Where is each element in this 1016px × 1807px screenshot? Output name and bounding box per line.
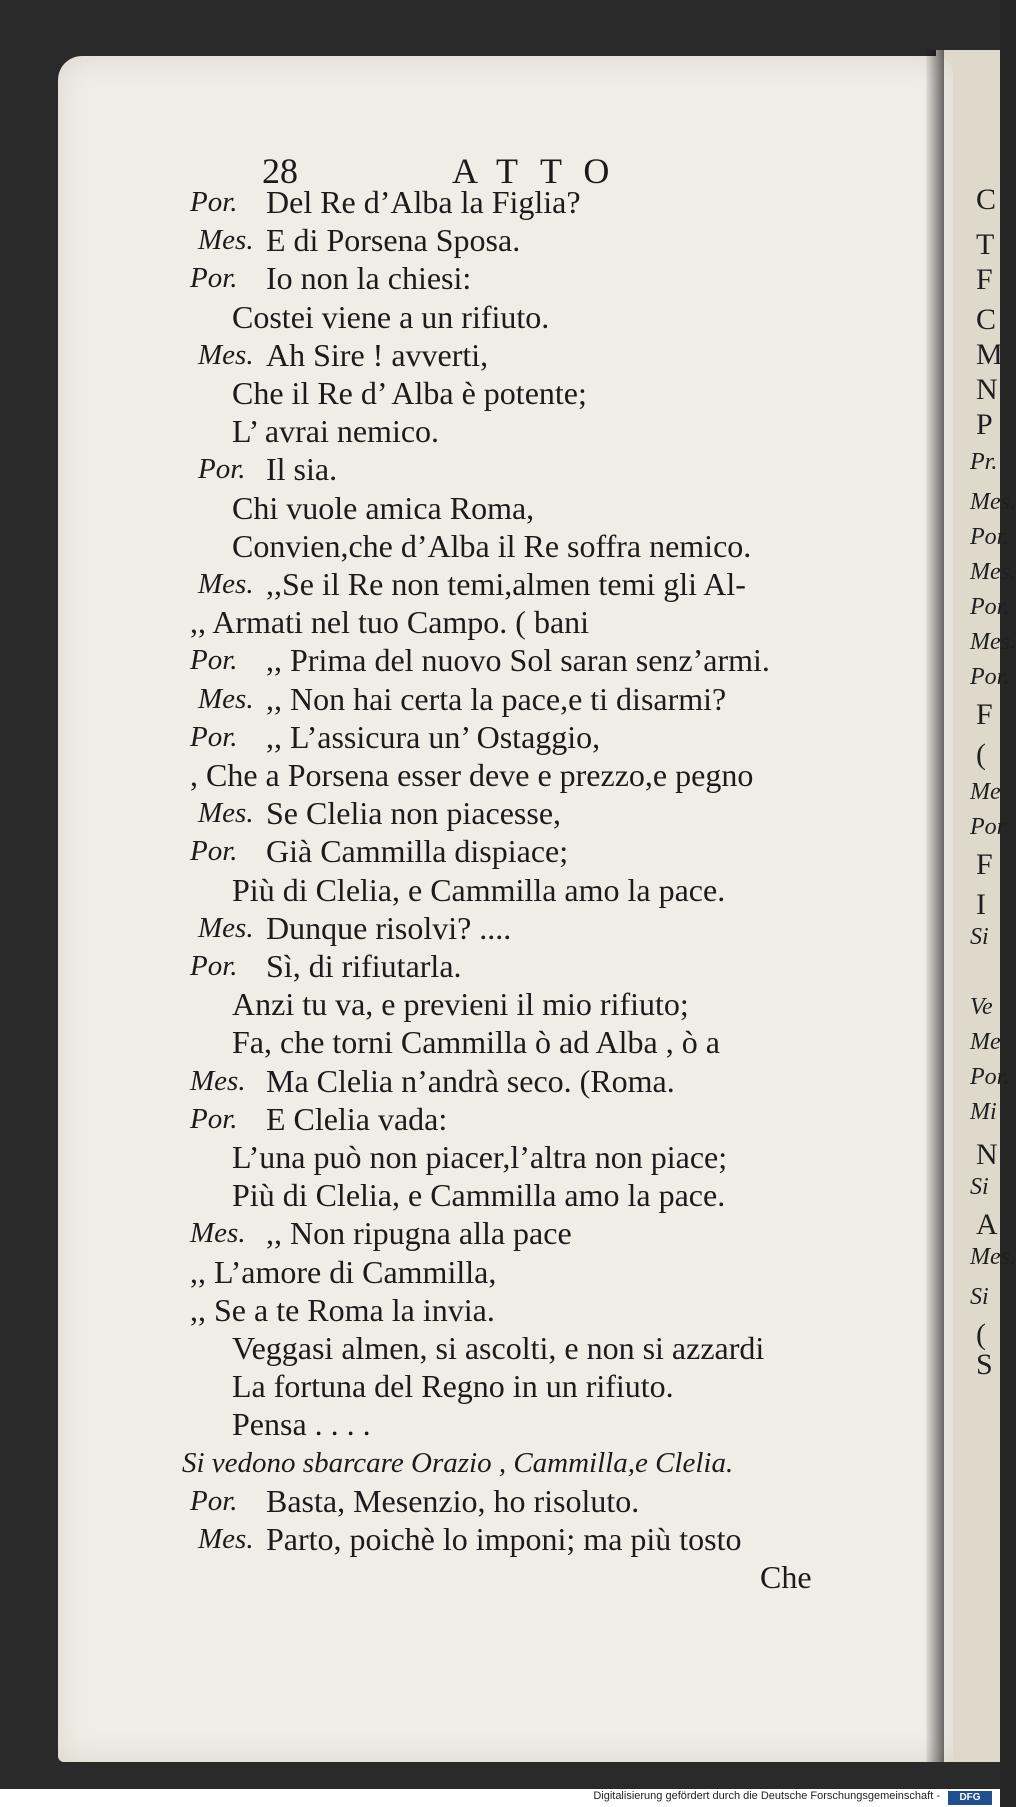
speaker-label: Mes.	[198, 682, 254, 715]
verse-text: Anzi tu va, e previeni il mio rifiuto;	[232, 986, 689, 1023]
page-number: 28	[262, 151, 298, 191]
facing-page-fragment: C	[976, 303, 997, 336]
speaker-label: Mes.	[190, 1217, 246, 1250]
verse-text: Chi vuole amica Roma,	[232, 489, 535, 526]
speaker-label: Por.	[190, 835, 238, 868]
facing-page-fragment: F	[976, 263, 993, 296]
facing-page-fragment: Mes.	[970, 1244, 1016, 1270]
verse-text: Il sia.	[266, 451, 338, 488]
facing-page-fragment: Por.	[970, 664, 1010, 690]
verse-text: Io non la chiesi:	[266, 260, 472, 297]
speaker-label: Mes.	[198, 568, 254, 600]
facing-page-fragment: Pr.	[970, 449, 998, 475]
verse-text: ,, Non hai certa la pace,e ti disarmi?	[266, 680, 727, 717]
verse-text: La fortuna del Regno in un rifiuto.	[232, 1368, 674, 1405]
dfg-logo: DFG	[948, 1791, 992, 1805]
facing-page-fragment: Si	[970, 1174, 989, 1200]
speaker-label: Por.	[198, 453, 246, 486]
speaker-label: Por.	[190, 1484, 238, 1517]
speaker-label: Por.	[190, 1102, 238, 1135]
verse-text: ,, Armati nel tuo Campo. ( bani	[190, 604, 590, 641]
facing-page-fragment: I	[976, 888, 986, 921]
verse-text: E di Porsena Sposa.	[266, 222, 521, 259]
speaker-label: Mes.	[198, 224, 254, 257]
verse-text: ,,Se il Re non temi,almen temi gli Al-	[266, 566, 746, 602]
verse-text: ,, L’assicura un’ Ostaggio,	[266, 718, 601, 755]
verse-text: Sì, di rifiutarla.	[266, 948, 462, 984]
facing-page-fragment: P	[976, 408, 993, 441]
verse-text: Fa, che torni Cammilla ò ad Alba , ò a	[232, 1024, 720, 1061]
verse-text: Ah Sire ! avverti,	[266, 336, 489, 373]
facing-page-fragment: F	[976, 848, 993, 881]
speaker-label: Por.	[190, 644, 238, 677]
facing-page-fragment: Mi	[970, 1099, 997, 1125]
verse-text: ,, L’amore di Cammilla,	[190, 1253, 497, 1290]
facing-page-fragment: Ve	[970, 994, 993, 1020]
verse-text: Dunque risolvi? ....	[266, 909, 512, 946]
speaker-label: Mes.	[198, 338, 254, 371]
facing-page-fragment: N	[976, 373, 998, 406]
speaker-label: Mes.	[198, 1523, 254, 1555]
verse-text: Pensa . . . .	[232, 1406, 371, 1443]
verse-text: Più di Clelia, e Cammilla amo la pace.	[232, 1177, 726, 1214]
facing-page-fragment: Por.	[970, 1064, 1010, 1090]
stage-direction: Si vedono sbarcare Orazio , Cammilla,e Clelia.	[182, 1446, 734, 1479]
verse-text: Ma Clelia n’andrà seco. (Roma.	[266, 1062, 675, 1099]
facing-page-fragment: Por.	[970, 524, 1010, 550]
facing-page-fragment: Por.	[970, 594, 1010, 620]
speaker-label: Por.	[190, 950, 238, 982]
facing-page-fragment: Si	[970, 1284, 989, 1310]
facing-page-fragment: (	[976, 1318, 986, 1351]
running-title: ATTO	[452, 151, 632, 191]
facing-page-fragment: Por	[970, 814, 1006, 840]
facing-page-fragment: Si	[970, 924, 989, 950]
facing-page-fragment: A	[976, 1208, 998, 1241]
verse-text: Convien,che d’Alba il Re soffra nemico.	[232, 527, 752, 564]
speaker-label: Por.	[190, 720, 238, 753]
facing-page-fragment: M	[976, 338, 1003, 371]
catchword: Che	[760, 1559, 812, 1596]
speaker-label: Mes.	[198, 911, 254, 944]
facing-page-fragment: C	[976, 183, 997, 216]
digitization-footer	[0, 1789, 1000, 1807]
verse-text: Veggasi almen, si ascolti, e non si azzardi	[232, 1330, 765, 1366]
speaker-label: Por.	[190, 186, 238, 218]
facing-page-fragment: F	[976, 698, 993, 731]
verse-text: Se Clelia non piacesse,	[266, 795, 562, 832]
facing-page-fragment: Me	[970, 779, 1001, 805]
spine-shadow	[926, 50, 944, 1762]
verse-text: Costei viene a un rifiuto.	[232, 298, 550, 335]
facing-page-fragment: S	[976, 1348, 993, 1381]
facing-page-fragment: Mes.	[970, 489, 1016, 515]
speaker-label: Mes.	[198, 797, 254, 830]
facing-page-fragment: (	[976, 738, 986, 771]
facing-page-fragment: Me	[970, 1029, 1001, 1055]
digitization-credit: Digitalisierung gefördert durch die Deutsche Forschungsgemeinschaft -	[593, 1790, 940, 1802]
verse-text: Più di Clelia, e Cammilla amo la pace.	[232, 871, 726, 908]
facing-page-fragment: Mes.	[970, 559, 1016, 585]
verse-text: E Clelia vada:	[266, 1100, 448, 1137]
facing-page-fragment: T	[976, 228, 995, 261]
verse-text: L’una può non piacer,l’altra non piace;	[232, 1139, 728, 1175]
facing-page-fragment: N	[976, 1138, 998, 1171]
verse-text: Già Cammilla dispiace;	[266, 833, 569, 870]
speaker-label: Por.	[190, 262, 238, 295]
verse-text: Basta, Mesenzio, ho risoluto.	[266, 1482, 640, 1519]
verse-text: Parto, poichè lo imponi; ma più tosto	[266, 1521, 742, 1557]
verse-text: Del Re d’Alba la Figlia?	[266, 184, 581, 220]
facing-page-fragment: Mes.	[970, 629, 1016, 655]
verse-text: Che il Re d’ Alba è potente;	[232, 375, 587, 411]
verse-text: L’ avrai nemico.	[232, 413, 440, 450]
verse-text: ,, Prima del nuovo Sol saran senz’armi.	[266, 642, 770, 679]
speaker-label: Mes.	[190, 1064, 246, 1097]
verse-text: ,, Se a te Roma la invia.	[190, 1291, 495, 1328]
verse-text: ,, Non ripugna alla pace	[266, 1215, 572, 1252]
verse-text: , Che a Porsena esser deve e prezzo,e pegno	[190, 757, 754, 793]
